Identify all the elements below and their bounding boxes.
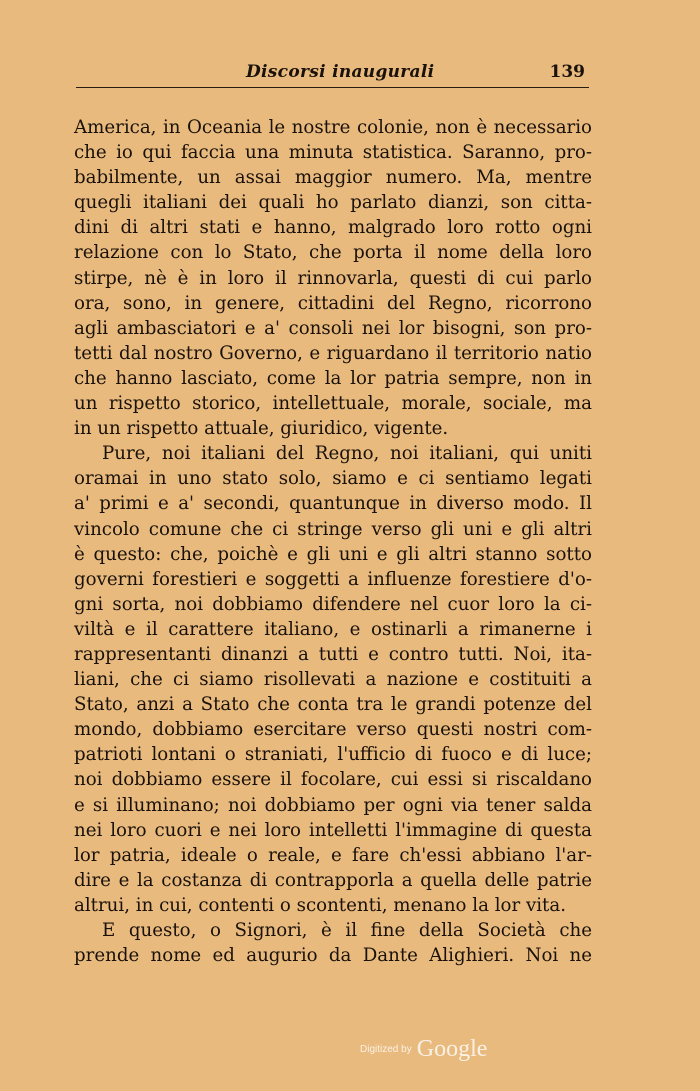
text-line: vincolo comune che ci stringe verso gli uni e gli altri: [74, 518, 592, 540]
text-line: rappresentanti dinanzi a tutti e contro tutti. Noi, ita-: [74, 643, 592, 665]
text-line: dini di altri stati e hanno, malgrado loro rotto ogni: [74, 217, 592, 239]
watermark-prefix: Digitized by: [360, 1044, 412, 1055]
text-line: oramai in uno stato solo, siamo e ci sentiamo legati: [74, 468, 592, 490]
text-line: noi dobbiamo essere il focolare, cui essi si riscaldano: [74, 769, 592, 791]
text-line: governi forestieri e soggetti a influenze forestiere d'o-: [74, 568, 592, 590]
text-line: che io qui faccia una minuta statistica. Saranno, pro-: [74, 142, 592, 164]
text-line: che hanno lasciato, come la lor patria sempre, non in: [74, 367, 592, 389]
text-line: tetti dal nostro Governo, e riguardano il territorio natio: [74, 342, 592, 364]
text-line: dire e la costanza di contrapporla a quella delle patrie: [74, 869, 592, 891]
page-number: 139: [549, 62, 585, 82]
text-line: babilmente, un assai maggior numero. Ma, mentre: [74, 167, 592, 189]
text-line: viltà e il carattere italiano, e ostinarli a rimanerne i: [74, 618, 592, 640]
text-line: patrioti lontani o straniati, l'ufficio di fuoco e di luce;: [74, 744, 592, 766]
text-line: a' primi e a' secondi, quantunque in diverso modo. Il: [74, 493, 592, 515]
text-line: Stato, anzi a Stato che conta tra le grandi potenze del: [74, 694, 592, 716]
text-line: un rispetto storico, intellettuale, morale, sociale, ma: [74, 393, 592, 415]
text-line: e si illuminano; noi dobbiamo per ogni via tener salda: [74, 794, 592, 816]
running-header: [76, 62, 589, 86]
header-rule: [76, 87, 589, 88]
text-line: agli ambasciatori e a' consoli nei lor bisogni, son pro-: [74, 317, 592, 339]
running-title: Discorsi inaugurali: [246, 62, 435, 82]
text-line: nei loro cuori e nei loro intelletti l'immagine di questa: [74, 819, 592, 841]
text-line: E questo, o Signori, è il fine della Società che: [102, 920, 592, 941]
text-line: quegli italiani dei quali ho parlato dianzi, son citta-: [74, 192, 592, 214]
digitized-watermark: [360, 1036, 520, 1066]
text-line: mondo, dobbiamo esercitare verso questi nostri com-: [74, 719, 592, 741]
text-line: gni sorta, noi dobbiamo difendere nel cuor loro la ci-: [74, 593, 592, 615]
google-logo: Google: [416, 1036, 488, 1062]
text-line: stirpe, nè è in loro il rinnovarla, questi di cui parlo: [74, 267, 592, 289]
text-line: in un rispetto attuale, giuridico, vigente.: [74, 418, 449, 440]
body-text: [74, 115, 592, 968]
text-line: è questo: che, poichè e gli uni e gli altri stanno sotto: [74, 543, 592, 565]
text-line: relazione con lo Stato, che porta il nome della loro: [74, 242, 592, 264]
text-line: Pure, noi italiani del Regno, noi italiani, qui uniti: [102, 443, 592, 465]
text-line: lor patria, ideale o reale, e fare ch'essi abbiano l'ar-: [74, 844, 592, 866]
text-line: ora, sono, in genere, cittadini del Regno, ricorrono: [74, 292, 592, 314]
text-line: liani, che ci siamo risollevati a nazione e costituiti a: [74, 669, 592, 691]
text-line: America, in Oceania le nostre colonie, non è necessario: [74, 117, 592, 138]
text-line: prende nome ed augurio da Dante Alighieri. Noi ne: [74, 945, 592, 967]
text-line: altrui, in cui, contenti o scontenti, menano la lor vita.: [74, 894, 566, 916]
